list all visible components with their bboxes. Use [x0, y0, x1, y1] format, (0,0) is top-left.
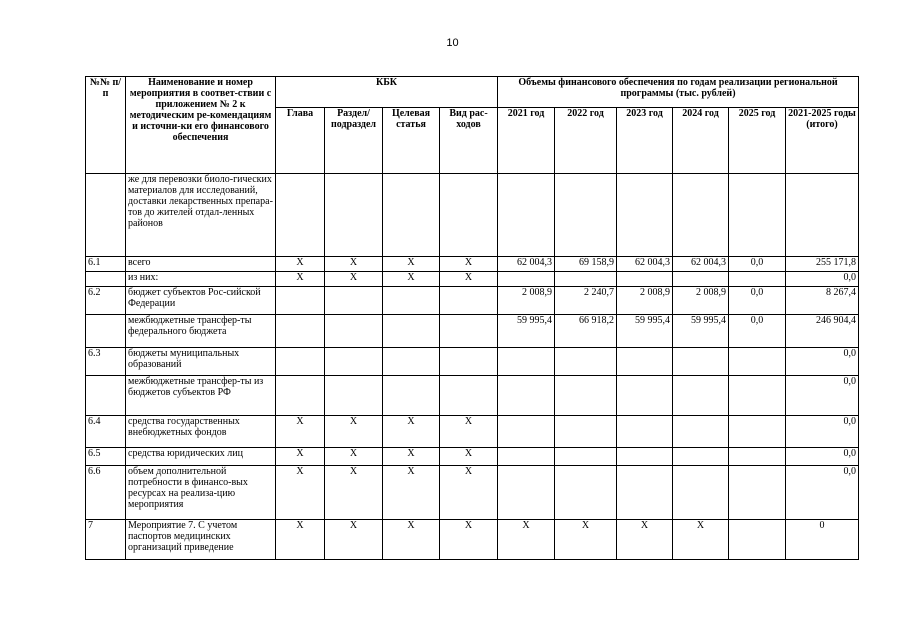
cell-2025 [729, 520, 786, 560]
cell-2021 [498, 448, 555, 466]
header-volumes: Объемы финансового обеспечения по годам реализации региональной программы (тыс. рублей) [498, 77, 859, 108]
cell-2022 [555, 174, 617, 257]
header-2021: 2021 год [498, 108, 555, 174]
cell-total [786, 174, 859, 257]
cell-total: 0,0 [786, 348, 859, 376]
cell-razdel [325, 174, 383, 257]
cell-2023 [617, 466, 673, 520]
header-2024: 2024 год [673, 108, 729, 174]
table-row [86, 287, 859, 315]
cell-total: 8 267,4 [786, 287, 859, 315]
cell-2025: 0,0 [729, 287, 786, 315]
cell-total: 0,0 [786, 448, 859, 466]
header-kbk: КБК [276, 77, 498, 108]
cell-glava [276, 376, 325, 416]
cell-2021: X [498, 520, 555, 560]
cell-2023: 62 004,3 [617, 257, 673, 272]
cell-2024 [673, 466, 729, 520]
cell-total: 0,0 [786, 466, 859, 520]
table-row [86, 466, 859, 520]
cell-razdel: X [325, 272, 383, 287]
cell-2025: 0,0 [729, 315, 786, 348]
cell-vid [440, 174, 498, 257]
row-name: объем дополнительной потребности в финансо-вых ресурсах на реализа-цию мероприятия [126, 466, 276, 520]
cell-total: 0,0 [786, 272, 859, 287]
table-row [86, 315, 859, 348]
cell-razdel: X [325, 416, 383, 448]
cell-2023: X [617, 520, 673, 560]
cell-2022: 69 158,9 [555, 257, 617, 272]
cell-statya [383, 174, 440, 257]
row-num [86, 315, 126, 348]
cell-statya: X [383, 272, 440, 287]
cell-2025 [729, 376, 786, 416]
row-name: средства государственных внебюджетных фондов [126, 416, 276, 448]
cell-2021 [498, 348, 555, 376]
cell-total: 0 [786, 520, 859, 560]
row-name: бюджет субъектов Рос-сийской Федерации [126, 287, 276, 315]
cell-vid: X [440, 520, 498, 560]
row-num: 6.3 [86, 348, 126, 376]
header-razdel: Раздел/ подраздел [325, 108, 383, 174]
cell-2021: 2 008,9 [498, 287, 555, 315]
cell-2021 [498, 376, 555, 416]
row-num: 7 [86, 520, 126, 560]
cell-2023 [617, 272, 673, 287]
header-statya: Целевая статья [383, 108, 440, 174]
cell-2021: 59 995,4 [498, 315, 555, 348]
cell-glava [276, 348, 325, 376]
cell-statya: X [383, 416, 440, 448]
cell-2024: 62 004,3 [673, 257, 729, 272]
cell-2021 [498, 272, 555, 287]
cell-glava: X [276, 466, 325, 520]
cell-2022 [555, 416, 617, 448]
cell-2023 [617, 448, 673, 466]
cell-2025 [729, 416, 786, 448]
cell-glava [276, 174, 325, 257]
budget-table [85, 76, 859, 560]
cell-vid [440, 376, 498, 416]
table-row [86, 348, 859, 376]
header-num: №№ п/п [86, 77, 126, 174]
cell-statya [383, 376, 440, 416]
cell-glava: X [276, 257, 325, 272]
cell-total: 0,0 [786, 416, 859, 448]
row-num [86, 272, 126, 287]
table-row [86, 272, 859, 287]
table-row [86, 376, 859, 416]
cell-2024 [673, 416, 729, 448]
table-row [86, 416, 859, 448]
cell-glava: X [276, 520, 325, 560]
cell-vid [440, 348, 498, 376]
row-name: межбюджетные трансфер-ты из бюджетов субъектов РФ [126, 376, 276, 416]
cell-razdel [325, 376, 383, 416]
cell-2021 [498, 416, 555, 448]
cell-2024: 59 995,4 [673, 315, 729, 348]
cell-statya: X [383, 520, 440, 560]
row-name: Мероприятие 7. С учетом паспортов медицинских организаций приведение [126, 520, 276, 560]
cell-razdel: X [325, 257, 383, 272]
table-row [86, 174, 859, 257]
cell-2022 [555, 348, 617, 376]
cell-2022: 2 240,7 [555, 287, 617, 315]
cell-2021 [498, 174, 555, 257]
cell-glava: X [276, 272, 325, 287]
row-num [86, 174, 126, 257]
header-name: Наименование и номер мероприятия в соответ-ствии с приложением № 2 к методическим ре-комендациям и источни-ки его финансового обеспечения [126, 77, 276, 174]
row-num: 6.5 [86, 448, 126, 466]
cell-2024: 2 008,9 [673, 287, 729, 315]
header-2022: 2022 год [555, 108, 617, 174]
cell-statya [383, 348, 440, 376]
cell-2023: 2 008,9 [617, 287, 673, 315]
cell-total: 246 904,4 [786, 315, 859, 348]
cell-statya: X [383, 466, 440, 520]
cell-glava: X [276, 416, 325, 448]
cell-2023 [617, 174, 673, 257]
row-num: 6.1 [86, 257, 126, 272]
cell-vid: X [440, 416, 498, 448]
cell-2023 [617, 348, 673, 376]
cell-2024 [673, 174, 729, 257]
page-number: 10 [446, 37, 459, 49]
row-num: 6.6 [86, 466, 126, 520]
cell-vid: X [440, 272, 498, 287]
row-num [86, 376, 126, 416]
cell-2023 [617, 416, 673, 448]
cell-razdel: X [325, 520, 383, 560]
cell-razdel: X [325, 466, 383, 520]
row-name: из них: [126, 272, 276, 287]
cell-razdel [325, 348, 383, 376]
cell-2025 [729, 174, 786, 257]
cell-2022 [555, 272, 617, 287]
cell-vid [440, 315, 498, 348]
cell-vid: X [440, 257, 498, 272]
cell-2023: 59 995,4 [617, 315, 673, 348]
header-vid: Вид рас-ходов [440, 108, 498, 174]
cell-2022 [555, 466, 617, 520]
row-name: же для перевозки биоло-гических материалов для исследований, доставки лекарственных препара-тов до жителей отдал-ленных районов [126, 174, 276, 257]
row-num: 6.4 [86, 416, 126, 448]
cell-razdel [325, 287, 383, 315]
row-num: 6.2 [86, 287, 126, 315]
cell-glava: X [276, 448, 325, 466]
cell-2025 [729, 348, 786, 376]
header-total: 2021-2025 годы (итого) [786, 108, 859, 174]
cell-2022: X [555, 520, 617, 560]
header-2025: 2025 год [729, 108, 786, 174]
table-row [86, 257, 859, 272]
cell-2024 [673, 348, 729, 376]
cell-2025 [729, 272, 786, 287]
cell-2024 [673, 272, 729, 287]
cell-total: 255 171,8 [786, 257, 859, 272]
cell-razdel [325, 315, 383, 348]
cell-statya [383, 287, 440, 315]
table-row [86, 520, 859, 560]
header-glava: Глава [276, 108, 325, 174]
cell-2025: 0,0 [729, 257, 786, 272]
cell-glava [276, 287, 325, 315]
cell-2024: X [673, 520, 729, 560]
cell-2021: 62 004,3 [498, 257, 555, 272]
cell-razdel: X [325, 448, 383, 466]
header-2023: 2023 год [617, 108, 673, 174]
row-name: средства юридических лиц [126, 448, 276, 466]
cell-2025 [729, 448, 786, 466]
cell-total: 0,0 [786, 376, 859, 416]
row-name: бюджеты муниципальных образований [126, 348, 276, 376]
cell-statya: X [383, 257, 440, 272]
cell-statya: X [383, 448, 440, 466]
cell-2023 [617, 376, 673, 416]
cell-glava [276, 315, 325, 348]
cell-2022: 66 918,2 [555, 315, 617, 348]
cell-2025 [729, 466, 786, 520]
cell-2022 [555, 448, 617, 466]
cell-2021 [498, 466, 555, 520]
row-name: межбюджетные трансфер-ты федерального бюджета [126, 315, 276, 348]
cell-vid: X [440, 466, 498, 520]
cell-vid: X [440, 448, 498, 466]
cell-vid [440, 287, 498, 315]
cell-statya [383, 315, 440, 348]
cell-2024 [673, 448, 729, 466]
cell-2024 [673, 376, 729, 416]
cell-2022 [555, 376, 617, 416]
table-row [86, 448, 859, 466]
row-name: всего [126, 257, 276, 272]
